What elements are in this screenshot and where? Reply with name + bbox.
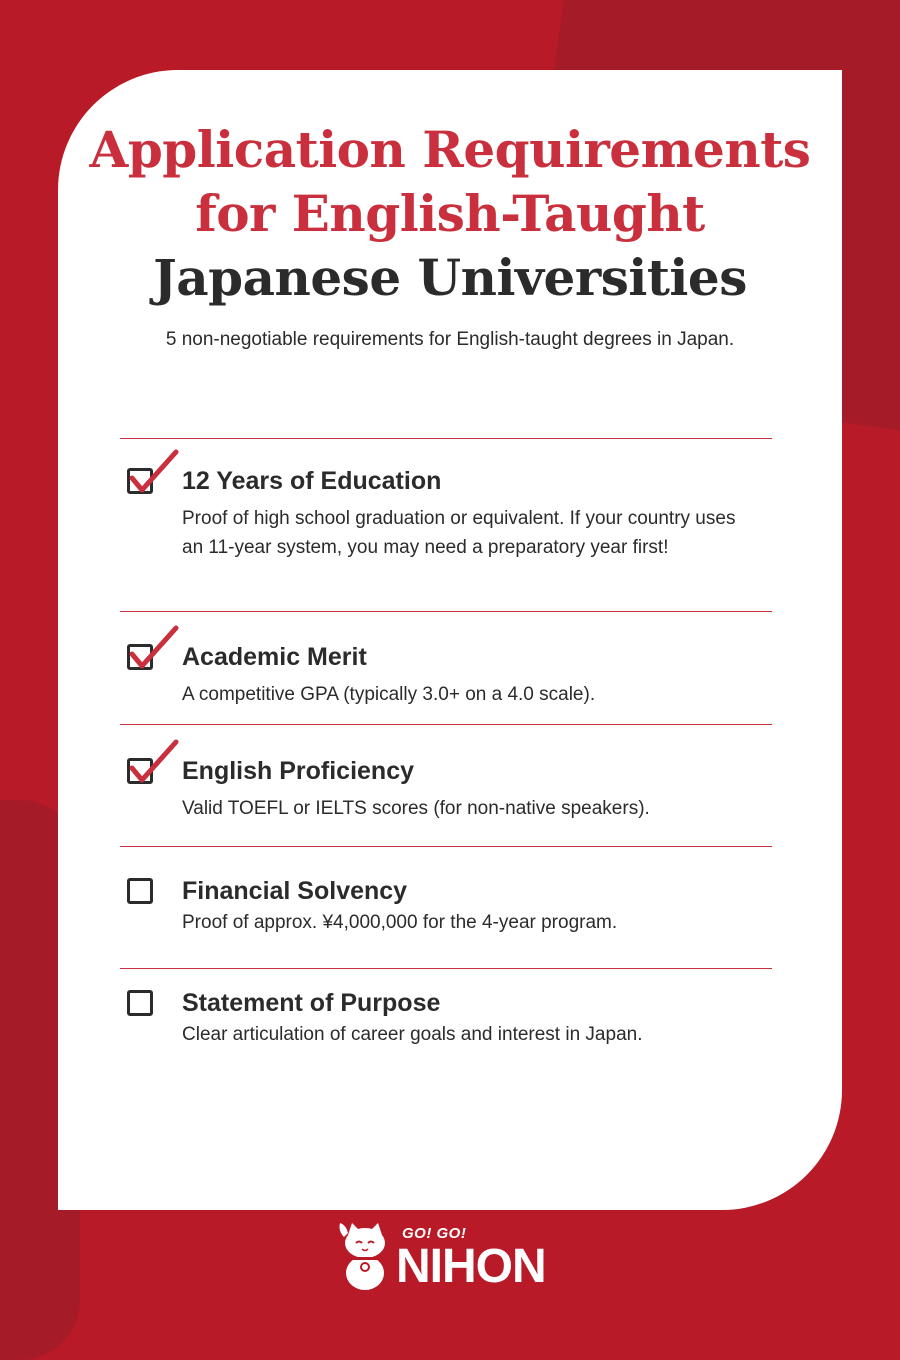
logo-tagline: GO! GO!: [402, 1225, 467, 1242]
requirement-description: Proof of approx. ¥4,000,000 for the 4-year program.: [182, 912, 618, 933]
title-line-2: for English-Taught: [195, 184, 705, 243]
divider: [120, 846, 772, 847]
checkmark-icon: [124, 624, 180, 674]
requirement-description: Valid TOEFL or IELTS scores (for non-native speakers).: [182, 798, 650, 819]
divider: [120, 438, 772, 439]
requirement-title: Financial Solvency: [182, 877, 408, 905]
divider: [120, 611, 772, 612]
checkmark-icon: [124, 448, 180, 498]
page-title: [0, 118, 900, 310]
requirement-title: English Proficiency: [182, 757, 415, 785]
requirement-description: A competitive GPA (typically 3.0+ on a 4.0 scale).: [182, 684, 596, 705]
divider: [120, 968, 772, 969]
gogonihon-logo: [334, 1215, 570, 1295]
lucky-cat-icon: [334, 1217, 396, 1291]
checkmark-icon: [124, 738, 180, 788]
requirement-description: Clear articulation of career goals and interest in Japan.: [182, 1024, 643, 1045]
title-line-3: Japanese Universities: [153, 248, 747, 307]
checkbox-unchecked: [127, 878, 153, 904]
subtitle: 5 non-negotiable requirements for English-taught degrees in Japan.: [165, 329, 735, 350]
title-line-1: Application Requirements: [89, 120, 811, 179]
logo-name: NIHON: [396, 1240, 546, 1293]
requirement-title: Academic Merit: [182, 643, 367, 671]
requirement-title: Statement of Purpose: [182, 989, 441, 1017]
requirement-title: 12 Years of Education: [182, 467, 442, 495]
checkbox-unchecked: [127, 990, 153, 1016]
divider: [120, 724, 772, 725]
requirement-description: Proof of high school graduation or equivalent. If your country uses an 11-year system, you may need a preparatory year first!: [182, 508, 736, 558]
